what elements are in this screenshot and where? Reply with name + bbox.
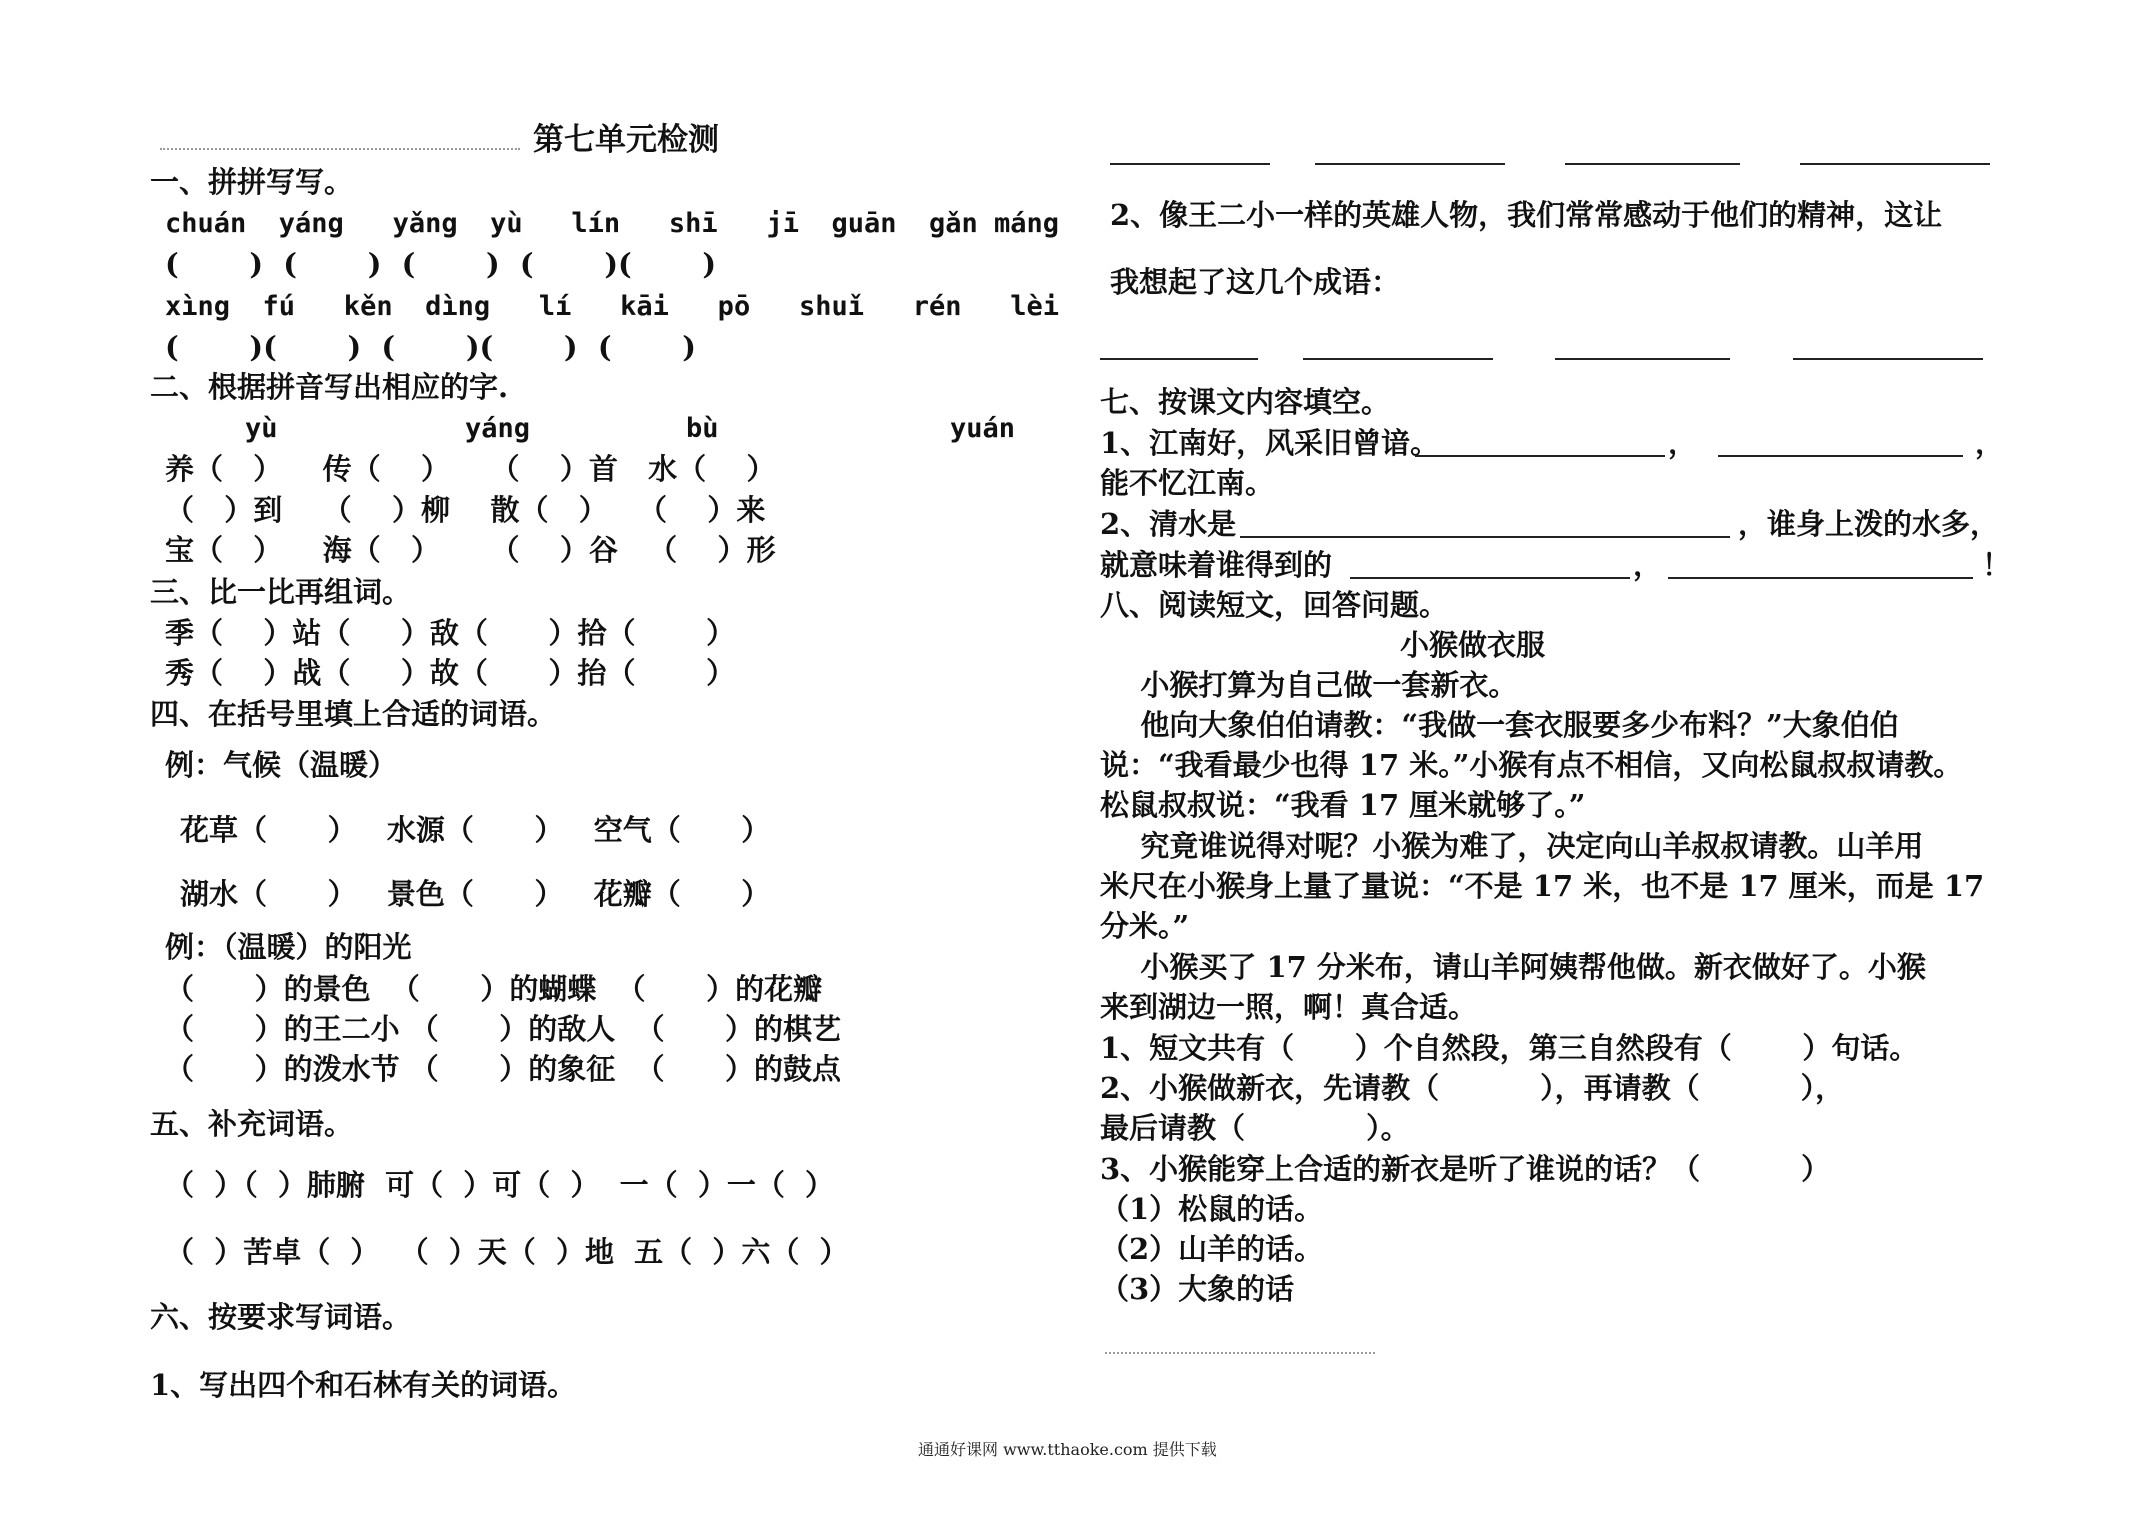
- answer-line: [1565, 163, 1740, 165]
- story-paragraph-2-line-3: 松鼠叔叔说：“我看 17 厘米就够了。”: [1100, 788, 1586, 822]
- story-paragraph-3-line-3: 分米。”: [1100, 909, 1190, 943]
- section-5-heading: 五、补充词语。: [150, 1107, 354, 1141]
- answer-line: [1793, 358, 1983, 360]
- fill-blank: [1718, 455, 1963, 457]
- fill-blank: [1668, 577, 1973, 579]
- question-3: 3、小猴能穿上合适的新衣是听了谁说的话？（ ）: [1100, 1152, 1831, 1186]
- section-2-pinyin-yang: yáng: [465, 413, 531, 444]
- section-1-answer-row-2: ( )( ) ( )( ) ( ): [165, 330, 696, 364]
- section-4-example-2: 例：（温暖）的阳光: [165, 930, 412, 964]
- section-2-heading: 二、根据拼音写出相应的字.: [150, 370, 509, 404]
- section-6-question-2-line-1: 2、像王二小一样的英雄人物，我们常常感动于他们的精神，这让: [1110, 198, 1943, 232]
- section-7-q2-middle: ，谁身上泼的水多，: [1738, 507, 2000, 541]
- decorative-dotted-rule: [1105, 1352, 1375, 1354]
- section-4-row-1: 花草（ ） 水源（ ） 空气（ ）: [180, 813, 771, 847]
- section-2-pinyin-bu: bù: [686, 413, 719, 444]
- story-paragraph-3-line-1: 究竟谁说得对呢？小猴为难了，决定向山羊叔叔请教。山羊用: [1100, 829, 1924, 863]
- option-1: （1）松鼠的话。: [1100, 1192, 1324, 1226]
- section-3-heading: 三、比一比再组词。: [150, 575, 412, 609]
- section-7-q2-text: 2、清水是: [1100, 507, 1237, 541]
- question-1: 1、短文共有（ ）个自然段，第三自然段有（ ）句话。: [1100, 1031, 1919, 1065]
- section-4-row-3: （ ）的景色 （ ）的蝴蝶 （ ）的花瓣: [165, 972, 823, 1006]
- fill-blank: [1350, 577, 1630, 579]
- option-2: （2）山羊的话。: [1100, 1232, 1324, 1266]
- section-7-q1-ending: 能不忆江南。: [1100, 466, 1275, 500]
- section-1-answer-row-1: ( ) ( ) ( ) ( )( ): [165, 247, 717, 281]
- section-8-heading: 八、阅读短文，回答问题。: [1100, 588, 1449, 622]
- section-7-q2-text-2: 就意味着谁得到的: [1100, 548, 1333, 582]
- section-1-heading: 一、拼拼写写。: [150, 165, 354, 199]
- section-2-pinyin-yuan: yuán: [950, 413, 1016, 444]
- page-footer: 通通好课网 www.tthaoke.com 提供下载: [918, 1440, 1217, 1459]
- story-paragraph-2-line-2: 说：“我看最少也得 17 米。”小猴有点不相信，又向松鼠叔叔请教。: [1100, 748, 1963, 782]
- story-paragraph-4-line-2: 来到湖边一照，啊！真合适。: [1100, 990, 1478, 1024]
- decorative-dotted-rule: [160, 148, 520, 150]
- story-paragraph-1: 小猴打算为自己做一套新衣。: [1100, 668, 1518, 702]
- story-paragraph-2-line-1: 他向大象伯伯请教：“我做一套衣服要多少布料？”大象伯伯: [1100, 708, 1899, 742]
- story-title: 小猴做衣服: [1400, 628, 1546, 662]
- option-3: （3）大象的话: [1100, 1272, 1295, 1306]
- section-7-q1-comma-2: ，: [1975, 426, 2005, 460]
- answer-line: [1555, 358, 1730, 360]
- question-2-line-1: 2、小猴做新衣，先请教（ ），再请教（ ），: [1100, 1071, 1845, 1105]
- story-paragraph-4-line-1: 小猴买了 17 分米布，请山羊阿姨帮他做。新衣做好了。小猴: [1100, 950, 1926, 984]
- answer-line: [1315, 163, 1505, 165]
- section-7-q2-comma: ，: [1633, 548, 1663, 582]
- section-4-example-1: 例：气候（温暖）: [165, 748, 398, 782]
- section-6-question-1: 1、写出四个和石林有关的词语。: [150, 1368, 577, 1402]
- section-7-q1-text: 1、江南好，风采旧曾谙。: [1100, 426, 1440, 460]
- section-4-row-4: （ ）的王二小 （ ）的敌人 （ ）的棋艺: [165, 1012, 842, 1046]
- section-2-row-2: （ ）到 （ ）柳 散（ ） （ ）来: [165, 493, 766, 527]
- answer-line: [1800, 163, 1990, 165]
- section-2-pinyin-yu: yù: [245, 413, 278, 444]
- section-4-row-2: 湖水（ ） 景色（ ） 花瓣（ ）: [180, 877, 771, 911]
- section-2-row-1: 养（ ） 传（ ） （ ）首 水（ ）: [165, 452, 776, 486]
- fill-blank: [1240, 536, 1730, 538]
- story-paragraph-3-line-2: 米尺在小猴身上量了量说：“不是 17 米，也不是 17 厘米，而是 17: [1100, 869, 1985, 903]
- section-3-row-1: 季（ ）站（ ）敌（ ）拾（ ）: [165, 616, 736, 650]
- section-4-heading: 四、在括号里填上合适的词语。: [150, 697, 557, 731]
- section-6-question-2-line-2: 我想起了这几个成语：: [1110, 265, 1401, 299]
- section-5-row-1: （ ）（ ）肺腑 可（ ）可（ ） 一（ ）一（ ）: [165, 1168, 835, 1202]
- section-7-q1-comma: ，: [1668, 426, 1698, 460]
- section-5-row-2: （ ）苦卓（ ） （ ）天（ ）地 五（ ）六（ ）: [165, 1235, 849, 1269]
- fill-blank: [1415, 455, 1665, 457]
- section-1-pinyin-row-1: chuán yáng yǎng yù lín shī jī guān gǎn máng: [165, 208, 1060, 239]
- section-4-row-5: （ ）的泼水节 （ ）的象征 （ ）的鼓点: [165, 1052, 842, 1086]
- section-7-q2-end: ！: [1982, 548, 2012, 582]
- section-7-heading: 七、按课文内容填空。: [1100, 385, 1391, 419]
- answer-line: [1303, 358, 1493, 360]
- answer-line: [1100, 358, 1258, 360]
- question-2-line-2: 最后请教（ ）。: [1100, 1111, 1410, 1145]
- answer-line: [1110, 163, 1270, 165]
- section-3-row-2: 秀（ ）战（ ）故（ ）抬（ ）: [165, 656, 736, 690]
- section-2-row-3: 宝（ ） 海（ ） （ ）谷 （ ）形: [165, 533, 776, 567]
- page-title: 第七单元检测: [533, 122, 719, 158]
- section-6-heading: 六、按要求写词语。: [150, 1300, 412, 1334]
- section-1-pinyin-row-2: xìng fú kěn dìng lí kāi pō shuǐ rén lèi: [165, 291, 1060, 322]
